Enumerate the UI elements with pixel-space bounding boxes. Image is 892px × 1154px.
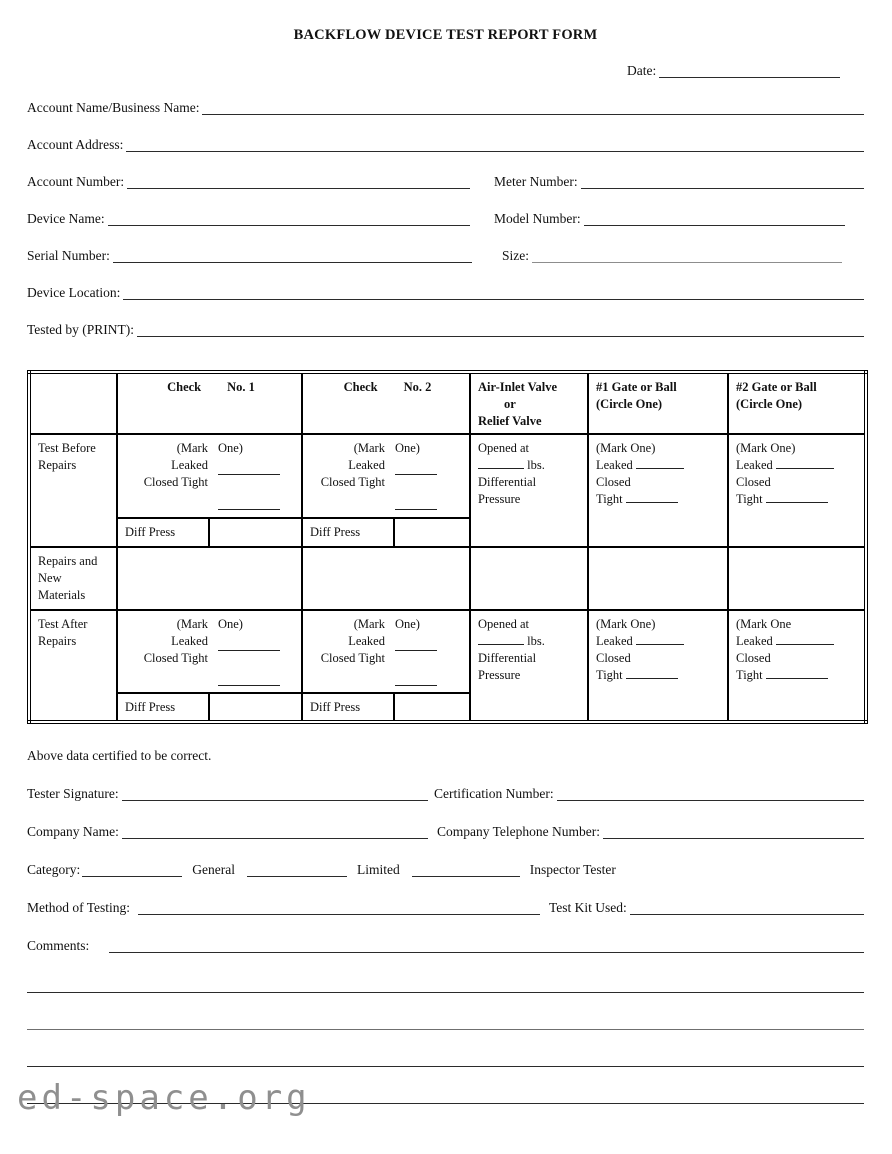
leaked-word: Leaked	[171, 634, 208, 648]
company-phone-group	[437, 823, 864, 841]
row-label-test-before: Test Before Repairs	[29, 434, 117, 547]
opened-at-label: Opened at	[478, 617, 530, 631]
closed-label: Closed	[596, 651, 631, 665]
repairs-check1-cell	[117, 547, 302, 610]
date-row	[27, 62, 864, 80]
repairs-gate2-cell	[728, 547, 866, 610]
leaked-blank-line	[218, 457, 280, 475]
closed-tight-word: Closed Tight	[320, 651, 385, 665]
device-model-row	[27, 210, 864, 228]
diff-press-label: Diff Press	[310, 525, 361, 539]
date-label: Date:	[627, 63, 657, 78]
leaked-blank-line	[395, 457, 437, 475]
differential-label: Differential	[478, 651, 537, 665]
closed-tight-word: Closed Tight	[143, 651, 208, 665]
header-air-inlet	[470, 372, 588, 434]
certification-number-group	[434, 785, 864, 803]
size-label: Size:	[502, 248, 529, 263]
comments-row	[27, 937, 864, 955]
certification-number-line	[557, 800, 864, 801]
lbs-label: lbs.	[527, 634, 545, 648]
tight-label: Tight	[596, 492, 623, 506]
mark-one-label: (Mark One	[736, 617, 792, 631]
device-name-group	[27, 210, 470, 228]
tight-label: Tight	[736, 668, 763, 682]
account-name-line	[202, 114, 864, 115]
tested-by-label: Tested by (PRINT):	[27, 322, 135, 337]
method-row	[27, 899, 864, 917]
diff-press-value-cell	[394, 518, 470, 547]
method-of-testing-line	[138, 914, 540, 915]
before-gate2-cell	[728, 434, 866, 547]
mark-word: (Mark	[176, 441, 208, 455]
table-header-row	[29, 372, 866, 434]
diff-press-label-cell	[302, 693, 394, 722]
leaked-label: Leaked	[596, 458, 633, 472]
watermark: ed-space.org	[17, 1078, 311, 1118]
after-check1-mark-cell	[117, 610, 302, 693]
tested-by-row	[27, 321, 864, 339]
header-check1	[117, 372, 302, 434]
serial-size-row	[27, 247, 864, 265]
tight-label: Tight	[596, 668, 623, 682]
category-label: Category:	[27, 862, 81, 877]
check2-word: Check	[343, 380, 378, 394]
model-number-label: Model Number:	[494, 211, 581, 226]
closed-tight-word: Closed Tight	[320, 475, 385, 489]
mark-one-label: (Mark One)	[736, 441, 796, 455]
account-name-label: Account Name/Business Name:	[27, 100, 200, 115]
after-gate1-cell	[588, 610, 728, 722]
leaked-label: Leaked	[736, 634, 773, 648]
company-phone-line	[603, 838, 864, 839]
general-label: General	[192, 862, 235, 877]
one-word: One)	[394, 617, 420, 631]
account-meter-row	[27, 173, 864, 191]
leaked-blank-line	[395, 633, 437, 651]
closed-tight-word: Closed Tight	[143, 475, 208, 489]
tight-blank-line	[626, 500, 678, 503]
account-number-group	[27, 173, 470, 191]
account-address-label: Account Address:	[27, 137, 124, 152]
certified-statement: Above data certified to be correct.	[27, 748, 212, 763]
company-phone-label: Company Telephone Number:	[437, 824, 601, 839]
header-gate2	[728, 372, 866, 434]
closed-blank-line	[218, 668, 280, 686]
closed-blank-line	[395, 492, 437, 510]
diff-press-value-cell	[394, 693, 470, 722]
mark-one-label: (Mark One)	[596, 441, 656, 455]
comments-continuation-line	[27, 1030, 864, 1067]
header-gate1	[588, 372, 728, 434]
pressure-label: Pressure	[478, 492, 521, 506]
leaked-blank-line	[636, 642, 684, 645]
repairs-gate1-cell	[588, 547, 728, 610]
company-name-group	[27, 823, 428, 841]
form-title: BACKFLOW DEVICE TEST REPORT FORM	[293, 27, 598, 43]
method-of-testing-label: Method of Testing:	[27, 900, 131, 915]
company-name-line	[122, 838, 428, 839]
meter-number-line	[581, 188, 864, 189]
category-row	[27, 861, 864, 879]
after-check2-mark-cell	[302, 610, 470, 693]
repairs-air-cell	[470, 547, 588, 610]
leaked-blank-line	[776, 642, 834, 645]
leaked-blank-line	[218, 633, 280, 651]
inspector-tester-label: Inspector Tester	[529, 862, 616, 877]
tight-blank-line	[626, 676, 678, 679]
lbs-blank-line	[478, 642, 524, 645]
tested-by-line	[137, 336, 864, 337]
header-blank-cell	[29, 372, 117, 434]
diff-press-value-cell	[209, 518, 302, 547]
size-line	[532, 262, 842, 263]
device-location-row	[27, 284, 864, 302]
company-name-label: Company Name:	[27, 824, 119, 839]
limited-label: Limited	[356, 862, 400, 877]
diff-press-label-cell	[302, 518, 394, 547]
model-number-group	[494, 210, 845, 228]
serial-number-group	[27, 247, 472, 265]
one-word: One)	[217, 617, 243, 631]
test-after-main-row	[29, 610, 866, 693]
size-group	[502, 247, 842, 265]
lbs-blank-line	[478, 466, 524, 469]
account-number-label: Account Number:	[27, 174, 125, 189]
opened-at-label: Opened at	[478, 441, 530, 455]
comments-continuation-line	[27, 955, 864, 993]
mark-word: (Mark	[353, 441, 385, 455]
after-gate2-cell	[728, 610, 866, 722]
account-number-line	[127, 188, 470, 189]
check2-num: No. 2	[403, 380, 432, 394]
account-name-row	[27, 99, 864, 117]
test-before-main-row	[29, 434, 866, 518]
company-row	[27, 823, 864, 841]
closed-label: Closed	[736, 651, 771, 665]
account-address-line	[126, 151, 864, 152]
air-header-line1: Air-Inlet Valve	[478, 380, 558, 394]
tester-signature-label: Tester Signature:	[27, 786, 119, 801]
closed-label: Closed	[596, 475, 631, 489]
after-air-cell	[470, 610, 588, 722]
tight-blank-line	[766, 500, 828, 503]
method-of-testing-group	[27, 899, 540, 917]
model-number-line	[584, 225, 845, 226]
general-blank-line	[247, 876, 347, 877]
one-word: One)	[217, 441, 243, 455]
pressure-label: Pressure	[478, 668, 521, 682]
lbs-label: lbs.	[527, 458, 545, 472]
before-check1-mark-cell	[117, 434, 302, 518]
repairs-check2-cell	[302, 547, 470, 610]
category-blank-line	[82, 876, 182, 877]
before-air-cell	[470, 434, 588, 547]
diff-press-label: Diff Press	[125, 700, 176, 714]
air-header-line2: or	[504, 397, 516, 411]
mark-one-label: (Mark One)	[596, 617, 656, 631]
account-address-row	[27, 136, 864, 154]
mark-word: (Mark	[353, 617, 385, 631]
closed-label: Closed	[736, 475, 771, 489]
test-kit-line	[630, 914, 864, 915]
gate2-header-line2: (Circle One)	[736, 397, 803, 411]
mark-word: (Mark	[176, 617, 208, 631]
leaked-blank-line	[636, 466, 684, 469]
check1-word: Check	[167, 380, 202, 394]
diff-press-label: Diff Press	[310, 700, 361, 714]
diff-press-label: Diff Press	[125, 525, 176, 539]
comments-continuation-line	[27, 993, 864, 1030]
before-gate1-cell	[588, 434, 728, 547]
diff-press-label-cell	[117, 693, 209, 722]
test-table	[27, 370, 868, 724]
closed-blank-line	[395, 668, 437, 686]
meter-number-label: Meter Number:	[494, 174, 578, 189]
test-kit-label: Test Kit Used:	[549, 900, 627, 915]
leaked-blank-line	[776, 466, 834, 469]
diff-press-label-cell	[117, 518, 209, 547]
test-kit-group	[549, 899, 864, 917]
before-check2-mark-cell	[302, 434, 470, 518]
tester-signature-group	[27, 785, 428, 803]
tight-label: Tight	[736, 492, 763, 506]
leaked-word: Leaked	[348, 634, 385, 648]
comments-line	[109, 952, 864, 953]
repairs-row	[29, 547, 866, 610]
leaked-label: Leaked	[596, 634, 633, 648]
diff-press-value-cell	[209, 693, 302, 722]
gate2-header-line1: #2 Gate or Ball	[736, 380, 817, 394]
check1-num: No. 1	[227, 380, 255, 394]
certification-number-label: Certification Number:	[434, 786, 554, 801]
limited-blank-line	[412, 876, 520, 877]
leaked-label: Leaked	[736, 458, 773, 472]
gate1-header-line1: #1 Gate or Ball	[596, 380, 677, 394]
leaked-word: Leaked	[348, 458, 385, 472]
one-word: One)	[394, 441, 420, 455]
closed-blank-line	[218, 492, 280, 510]
date-line	[659, 77, 840, 78]
tight-blank-line	[766, 676, 828, 679]
serial-number-line	[113, 262, 472, 263]
air-header-line3: Relief Valve	[478, 414, 542, 428]
leaked-word: Leaked	[171, 458, 208, 472]
gate1-header-line2: (Circle One)	[596, 397, 663, 411]
device-location-label: Device Location:	[27, 285, 121, 300]
tester-signature-row	[27, 785, 864, 803]
device-name-line	[108, 225, 470, 226]
tester-signature-line	[122, 800, 428, 801]
serial-number-label: Serial Number:	[27, 248, 110, 263]
row-label-repairs: Repairs and New Materials	[29, 547, 117, 610]
comments-label: Comments:	[27, 938, 90, 953]
differential-label: Differential	[478, 475, 537, 489]
meter-number-group	[494, 173, 864, 191]
row-label-test-after: Test After Repairs	[29, 610, 117, 722]
device-location-line	[123, 299, 864, 300]
device-name-label: Device Name:	[27, 211, 105, 226]
header-check2	[302, 372, 470, 434]
